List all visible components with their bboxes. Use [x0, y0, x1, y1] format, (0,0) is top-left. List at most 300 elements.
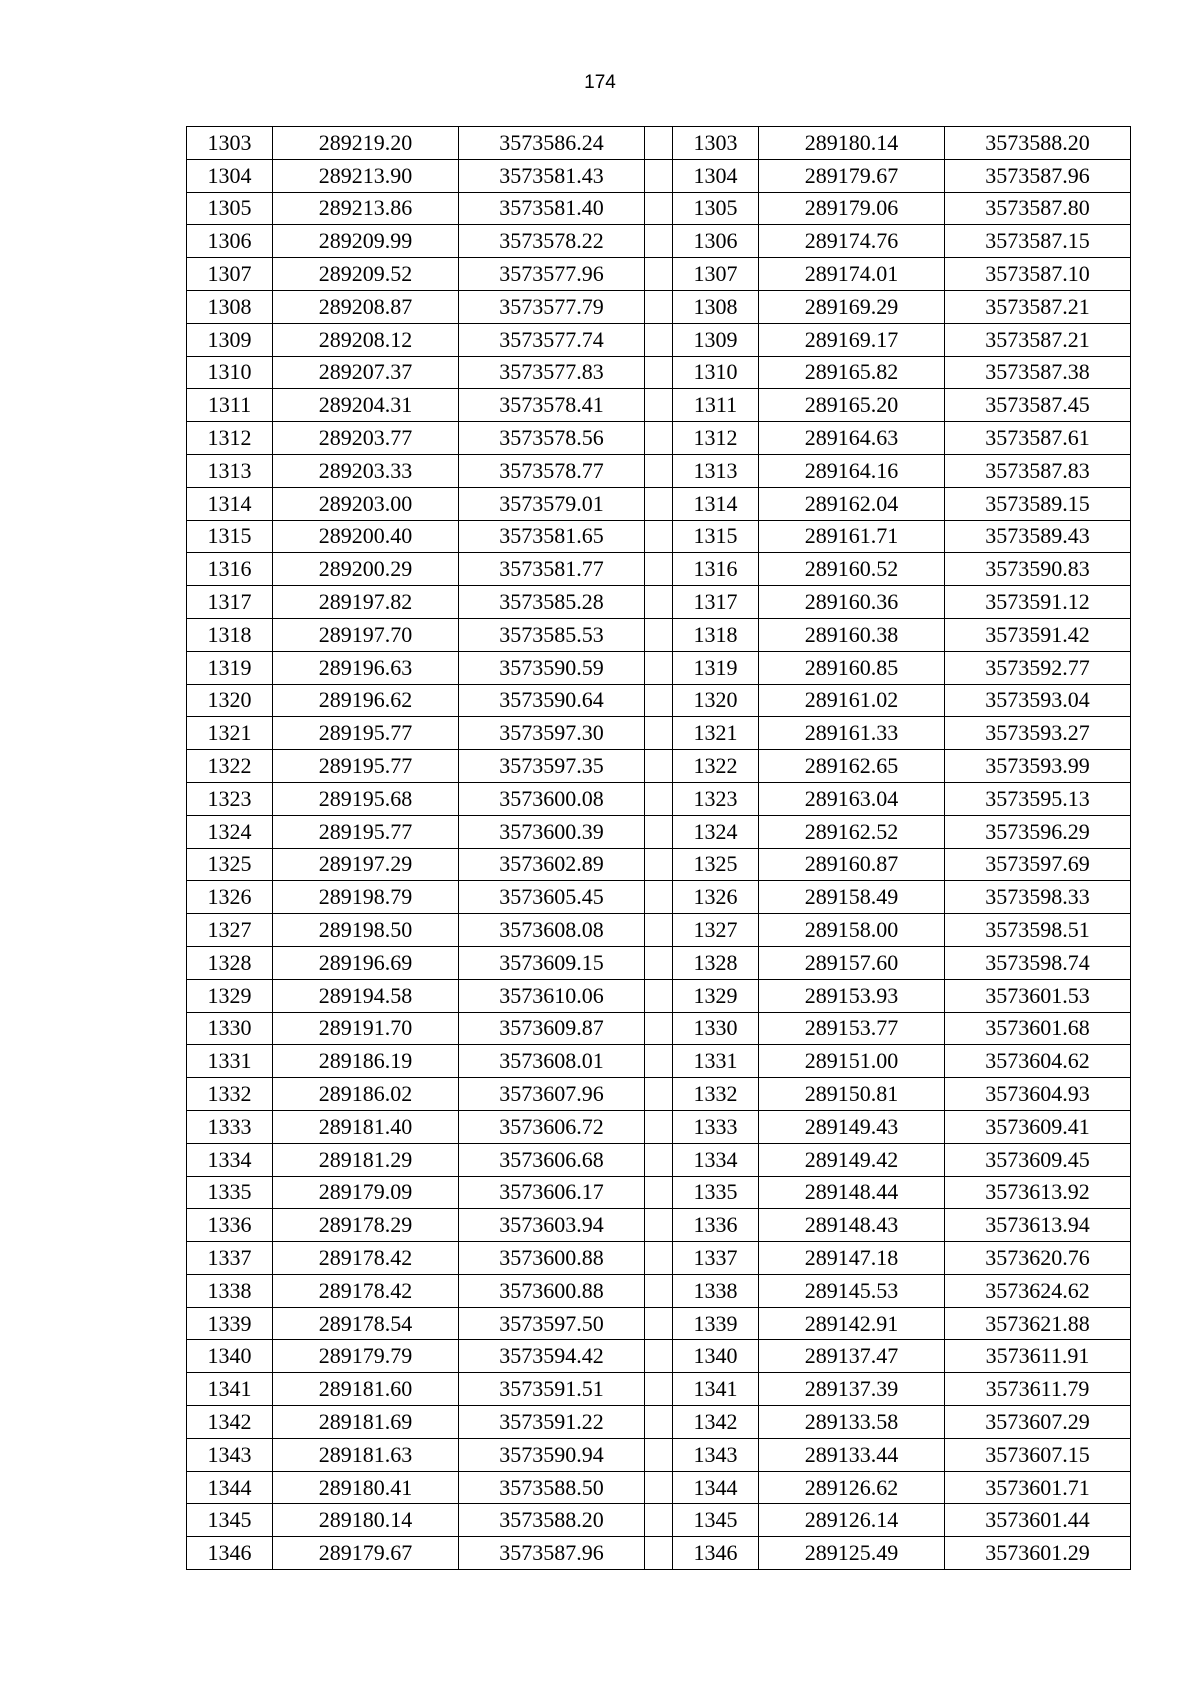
left-y-coordinate-cell: 3573608.01	[459, 1045, 645, 1078]
left-y-coordinate-cell: 3573578.77	[459, 454, 645, 487]
left-point-id-cell: 1324	[187, 815, 273, 848]
spacer-cell	[645, 1078, 673, 1111]
left-x-coordinate-cell: 289186.19	[273, 1045, 459, 1078]
left-x-coordinate-cell: 289209.99	[273, 225, 459, 258]
right-y-coordinate-cell: 3573587.21	[945, 323, 1131, 356]
spacer-cell	[645, 717, 673, 750]
left-point-id-cell: 1311	[187, 389, 273, 422]
left-y-coordinate-cell: 3573597.50	[459, 1307, 645, 1340]
left-x-coordinate-cell: 289198.79	[273, 881, 459, 914]
right-point-id-cell: 1336	[673, 1209, 759, 1242]
left-point-id-cell: 1342	[187, 1406, 273, 1439]
right-point-id-cell: 1346	[673, 1537, 759, 1570]
left-point-id-cell: 1312	[187, 422, 273, 455]
left-y-coordinate-cell: 3573600.39	[459, 815, 645, 848]
left-x-coordinate-cell: 289181.29	[273, 1143, 459, 1176]
spacer-cell	[645, 192, 673, 225]
spacer-cell	[645, 389, 673, 422]
left-point-id-cell: 1325	[187, 848, 273, 881]
spacer-cell	[645, 618, 673, 651]
table-row	[187, 1438, 1131, 1471]
table-row	[187, 979, 1131, 1012]
right-y-coordinate-cell: 3573598.33	[945, 881, 1131, 914]
right-x-coordinate-cell: 289126.62	[759, 1471, 945, 1504]
table-row	[187, 1307, 1131, 1340]
right-x-coordinate-cell: 289174.76	[759, 225, 945, 258]
table-row	[187, 586, 1131, 619]
table-row	[187, 520, 1131, 553]
left-y-coordinate-cell: 3573591.22	[459, 1406, 645, 1439]
right-y-coordinate-cell: 3573593.04	[945, 684, 1131, 717]
right-y-coordinate-cell: 3573613.92	[945, 1176, 1131, 1209]
spacer-cell	[645, 1504, 673, 1537]
right-x-coordinate-cell: 289162.65	[759, 750, 945, 783]
right-x-coordinate-cell: 289137.47	[759, 1340, 945, 1373]
spacer-cell	[645, 586, 673, 619]
left-x-coordinate-cell: 289203.00	[273, 487, 459, 520]
right-x-coordinate-cell: 289148.43	[759, 1209, 945, 1242]
left-x-coordinate-cell: 289180.14	[273, 1504, 459, 1537]
right-y-coordinate-cell: 3573609.41	[945, 1110, 1131, 1143]
right-point-id-cell: 1339	[673, 1307, 759, 1340]
right-y-coordinate-cell: 3573601.71	[945, 1471, 1131, 1504]
left-point-id-cell: 1320	[187, 684, 273, 717]
table-row	[187, 1471, 1131, 1504]
right-x-coordinate-cell: 289164.16	[759, 454, 945, 487]
left-point-id-cell: 1336	[187, 1209, 273, 1242]
spacer-cell	[645, 979, 673, 1012]
right-point-id-cell: 1305	[673, 192, 759, 225]
right-y-coordinate-cell: 3573587.15	[945, 225, 1131, 258]
left-point-id-cell: 1319	[187, 651, 273, 684]
spacer-cell	[645, 1110, 673, 1143]
table-row	[187, 782, 1131, 815]
right-x-coordinate-cell: 289160.85	[759, 651, 945, 684]
table-row	[187, 1110, 1131, 1143]
left-point-id-cell: 1345	[187, 1504, 273, 1537]
right-x-coordinate-cell: 289149.43	[759, 1110, 945, 1143]
right-y-coordinate-cell: 3573587.38	[945, 356, 1131, 389]
right-x-coordinate-cell: 289165.20	[759, 389, 945, 422]
right-y-coordinate-cell: 3573589.43	[945, 520, 1131, 553]
table-row	[187, 1340, 1131, 1373]
right-y-coordinate-cell: 3573604.62	[945, 1045, 1131, 1078]
spacer-cell	[645, 127, 673, 160]
spacer-cell	[645, 422, 673, 455]
table-row	[187, 389, 1131, 422]
left-point-id-cell: 1315	[187, 520, 273, 553]
left-y-coordinate-cell: 3573608.08	[459, 914, 645, 947]
left-x-coordinate-cell: 289195.68	[273, 782, 459, 815]
left-y-coordinate-cell: 3573600.08	[459, 782, 645, 815]
left-x-coordinate-cell: 289197.70	[273, 618, 459, 651]
left-point-id-cell: 1332	[187, 1078, 273, 1111]
spacer-cell	[645, 914, 673, 947]
right-y-coordinate-cell: 3573591.12	[945, 586, 1131, 619]
left-point-id-cell: 1341	[187, 1373, 273, 1406]
right-x-coordinate-cell: 289157.60	[759, 946, 945, 979]
spacer-cell	[645, 520, 673, 553]
right-point-id-cell: 1308	[673, 290, 759, 323]
spacer-cell	[645, 323, 673, 356]
right-y-coordinate-cell: 3573589.15	[945, 487, 1131, 520]
left-point-id-cell: 1306	[187, 225, 273, 258]
left-y-coordinate-cell: 3573606.17	[459, 1176, 645, 1209]
left-point-id-cell: 1303	[187, 127, 273, 160]
table-row	[187, 1242, 1131, 1275]
spacer-cell	[645, 1537, 673, 1570]
right-point-id-cell: 1340	[673, 1340, 759, 1373]
table-row	[187, 651, 1131, 684]
right-x-coordinate-cell: 289137.39	[759, 1373, 945, 1406]
left-x-coordinate-cell: 289200.29	[273, 553, 459, 586]
right-point-id-cell: 1327	[673, 914, 759, 947]
right-point-id-cell: 1306	[673, 225, 759, 258]
right-y-coordinate-cell: 3573598.74	[945, 946, 1131, 979]
spacer-cell	[645, 258, 673, 291]
left-x-coordinate-cell: 289178.42	[273, 1274, 459, 1307]
table-row	[187, 454, 1131, 487]
left-y-coordinate-cell: 3573578.41	[459, 389, 645, 422]
right-y-coordinate-cell: 3573597.69	[945, 848, 1131, 881]
left-y-coordinate-cell: 3573606.68	[459, 1143, 645, 1176]
right-x-coordinate-cell: 289142.91	[759, 1307, 945, 1340]
left-x-coordinate-cell: 289178.29	[273, 1209, 459, 1242]
left-point-id-cell: 1321	[187, 717, 273, 750]
table-row	[187, 487, 1131, 520]
right-point-id-cell: 1343	[673, 1438, 759, 1471]
left-x-coordinate-cell: 289200.40	[273, 520, 459, 553]
left-point-id-cell: 1309	[187, 323, 273, 356]
right-point-id-cell: 1325	[673, 848, 759, 881]
right-y-coordinate-cell: 3573609.45	[945, 1143, 1131, 1176]
right-point-id-cell: 1333	[673, 1110, 759, 1143]
table-row	[187, 618, 1131, 651]
right-y-coordinate-cell: 3573587.83	[945, 454, 1131, 487]
right-y-coordinate-cell: 3573607.15	[945, 1438, 1131, 1471]
left-y-coordinate-cell: 3573607.96	[459, 1078, 645, 1111]
right-point-id-cell: 1323	[673, 782, 759, 815]
right-x-coordinate-cell: 289150.81	[759, 1078, 945, 1111]
right-y-coordinate-cell: 3573601.68	[945, 1012, 1131, 1045]
left-x-coordinate-cell: 289208.12	[273, 323, 459, 356]
right-x-coordinate-cell: 289160.38	[759, 618, 945, 651]
left-point-id-cell: 1344	[187, 1471, 273, 1504]
right-x-coordinate-cell: 289163.04	[759, 782, 945, 815]
left-point-id-cell: 1326	[187, 881, 273, 914]
right-point-id-cell: 1330	[673, 1012, 759, 1045]
spacer-cell	[645, 553, 673, 586]
right-x-coordinate-cell: 289180.14	[759, 127, 945, 160]
left-point-id-cell: 1310	[187, 356, 273, 389]
right-y-coordinate-cell: 3573593.27	[945, 717, 1131, 750]
right-x-coordinate-cell: 289153.77	[759, 1012, 945, 1045]
right-point-id-cell: 1317	[673, 586, 759, 619]
left-y-coordinate-cell: 3573577.96	[459, 258, 645, 291]
left-x-coordinate-cell: 289194.58	[273, 979, 459, 1012]
table-row	[187, 225, 1131, 258]
left-y-coordinate-cell: 3573597.35	[459, 750, 645, 783]
right-x-coordinate-cell: 289145.53	[759, 1274, 945, 1307]
left-x-coordinate-cell: 289181.60	[273, 1373, 459, 1406]
spacer-cell	[645, 1373, 673, 1406]
left-x-coordinate-cell: 289181.63	[273, 1438, 459, 1471]
right-point-id-cell: 1324	[673, 815, 759, 848]
left-point-id-cell: 1338	[187, 1274, 273, 1307]
right-x-coordinate-cell: 289161.02	[759, 684, 945, 717]
spacer-cell	[645, 684, 673, 717]
left-point-id-cell: 1308	[187, 290, 273, 323]
right-y-coordinate-cell: 3573621.88	[945, 1307, 1131, 1340]
spacer-cell	[645, 1307, 673, 1340]
left-y-coordinate-cell: 3573609.87	[459, 1012, 645, 1045]
spacer-cell	[645, 1176, 673, 1209]
right-y-coordinate-cell: 3573592.77	[945, 651, 1131, 684]
right-x-coordinate-cell: 289147.18	[759, 1242, 945, 1275]
left-x-coordinate-cell: 289178.42	[273, 1242, 459, 1275]
left-x-coordinate-cell: 289178.54	[273, 1307, 459, 1340]
right-point-id-cell: 1337	[673, 1242, 759, 1275]
spacer-cell	[645, 848, 673, 881]
left-x-coordinate-cell: 289213.90	[273, 159, 459, 192]
left-point-id-cell: 1330	[187, 1012, 273, 1045]
left-point-id-cell: 1322	[187, 750, 273, 783]
left-point-id-cell: 1327	[187, 914, 273, 947]
right-y-coordinate-cell: 3573601.53	[945, 979, 1131, 1012]
right-point-id-cell: 1334	[673, 1143, 759, 1176]
right-point-id-cell: 1331	[673, 1045, 759, 1078]
left-x-coordinate-cell: 289213.86	[273, 192, 459, 225]
right-y-coordinate-cell: 3573590.83	[945, 553, 1131, 586]
spacer-cell	[645, 1471, 673, 1504]
left-y-coordinate-cell: 3573585.53	[459, 618, 645, 651]
left-point-id-cell: 1314	[187, 487, 273, 520]
left-x-coordinate-cell: 289181.40	[273, 1110, 459, 1143]
spacer-cell	[645, 290, 673, 323]
left-point-id-cell: 1340	[187, 1340, 273, 1373]
left-point-id-cell: 1329	[187, 979, 273, 1012]
right-x-coordinate-cell: 289148.44	[759, 1176, 945, 1209]
right-x-coordinate-cell: 289149.42	[759, 1143, 945, 1176]
right-x-coordinate-cell: 289179.06	[759, 192, 945, 225]
left-y-coordinate-cell: 3573581.43	[459, 159, 645, 192]
left-y-coordinate-cell: 3573587.96	[459, 1537, 645, 1570]
left-y-coordinate-cell: 3573590.64	[459, 684, 645, 717]
right-x-coordinate-cell: 289160.87	[759, 848, 945, 881]
spacer-cell	[645, 1012, 673, 1045]
right-point-id-cell: 1341	[673, 1373, 759, 1406]
left-x-coordinate-cell: 289203.33	[273, 454, 459, 487]
right-x-coordinate-cell: 289164.63	[759, 422, 945, 455]
spacer-cell	[645, 159, 673, 192]
table-row	[187, 750, 1131, 783]
left-x-coordinate-cell: 289197.29	[273, 848, 459, 881]
left-x-coordinate-cell: 289197.82	[273, 586, 459, 619]
right-point-id-cell: 1332	[673, 1078, 759, 1111]
left-y-coordinate-cell: 3573609.15	[459, 946, 645, 979]
left-point-id-cell: 1318	[187, 618, 273, 651]
left-y-coordinate-cell: 3573603.94	[459, 1209, 645, 1242]
left-x-coordinate-cell: 289195.77	[273, 717, 459, 750]
left-point-id-cell: 1316	[187, 553, 273, 586]
right-point-id-cell: 1328	[673, 946, 759, 979]
right-point-id-cell: 1310	[673, 356, 759, 389]
table-row	[187, 1406, 1131, 1439]
page-number: 174	[584, 72, 616, 93]
table-row	[187, 1209, 1131, 1242]
table-row	[187, 717, 1131, 750]
table-row	[187, 815, 1131, 848]
spacer-cell	[645, 782, 673, 815]
left-y-coordinate-cell: 3573577.79	[459, 290, 645, 323]
left-y-coordinate-cell: 3573586.24	[459, 127, 645, 160]
right-point-id-cell: 1321	[673, 717, 759, 750]
left-point-id-cell: 1313	[187, 454, 273, 487]
table-row	[187, 192, 1131, 225]
right-y-coordinate-cell: 3573595.13	[945, 782, 1131, 815]
right-y-coordinate-cell: 3573587.80	[945, 192, 1131, 225]
left-point-id-cell: 1328	[187, 946, 273, 979]
right-point-id-cell: 1338	[673, 1274, 759, 1307]
right-x-coordinate-cell: 289153.93	[759, 979, 945, 1012]
left-x-coordinate-cell: 289179.79	[273, 1340, 459, 1373]
right-y-coordinate-cell: 3573601.44	[945, 1504, 1131, 1537]
spacer-cell	[645, 1340, 673, 1373]
left-y-coordinate-cell: 3573597.30	[459, 717, 645, 750]
right-y-coordinate-cell: 3573593.99	[945, 750, 1131, 783]
right-x-coordinate-cell: 289158.49	[759, 881, 945, 914]
left-point-id-cell: 1334	[187, 1143, 273, 1176]
coordinates-table-body	[187, 127, 1131, 1570]
left-y-coordinate-cell: 3573594.42	[459, 1340, 645, 1373]
right-x-coordinate-cell: 289179.67	[759, 159, 945, 192]
left-y-coordinate-cell: 3573610.06	[459, 979, 645, 1012]
left-point-id-cell: 1317	[187, 586, 273, 619]
table-row	[187, 1504, 1131, 1537]
right-point-id-cell: 1326	[673, 881, 759, 914]
table-row	[187, 1078, 1131, 1111]
table-row	[187, 1176, 1131, 1209]
left-point-id-cell: 1333	[187, 1110, 273, 1143]
left-y-coordinate-cell: 3573577.74	[459, 323, 645, 356]
right-point-id-cell: 1312	[673, 422, 759, 455]
right-point-id-cell: 1304	[673, 159, 759, 192]
right-point-id-cell: 1316	[673, 553, 759, 586]
left-x-coordinate-cell: 289209.52	[273, 258, 459, 291]
right-y-coordinate-cell: 3573587.61	[945, 422, 1131, 455]
right-point-id-cell: 1320	[673, 684, 759, 717]
right-y-coordinate-cell: 3573596.29	[945, 815, 1131, 848]
right-point-id-cell: 1311	[673, 389, 759, 422]
right-y-coordinate-cell: 3573613.94	[945, 1209, 1131, 1242]
right-y-coordinate-cell: 3573587.21	[945, 290, 1131, 323]
left-y-coordinate-cell: 3573591.51	[459, 1373, 645, 1406]
spacer-cell	[645, 1209, 673, 1242]
right-y-coordinate-cell: 3573587.10	[945, 258, 1131, 291]
spacer-cell	[645, 487, 673, 520]
right-y-coordinate-cell: 3573604.93	[945, 1078, 1131, 1111]
right-y-coordinate-cell: 3573601.29	[945, 1537, 1131, 1570]
right-x-coordinate-cell: 289169.17	[759, 323, 945, 356]
table-row	[187, 127, 1131, 160]
left-y-coordinate-cell: 3573588.20	[459, 1504, 645, 1537]
right-point-id-cell: 1314	[673, 487, 759, 520]
left-y-coordinate-cell: 3573588.50	[459, 1471, 645, 1504]
left-x-coordinate-cell: 289203.77	[273, 422, 459, 455]
right-point-id-cell: 1335	[673, 1176, 759, 1209]
right-y-coordinate-cell: 3573588.20	[945, 127, 1131, 160]
left-y-coordinate-cell: 3573577.83	[459, 356, 645, 389]
left-x-coordinate-cell: 289196.63	[273, 651, 459, 684]
left-point-id-cell: 1331	[187, 1045, 273, 1078]
right-x-coordinate-cell: 289161.71	[759, 520, 945, 553]
left-x-coordinate-cell: 289196.69	[273, 946, 459, 979]
left-x-coordinate-cell: 289179.67	[273, 1537, 459, 1570]
left-y-coordinate-cell: 3573602.89	[459, 848, 645, 881]
table-row	[187, 881, 1131, 914]
table-row	[187, 290, 1131, 323]
left-y-coordinate-cell: 3573581.77	[459, 553, 645, 586]
right-point-id-cell: 1307	[673, 258, 759, 291]
left-point-id-cell: 1343	[187, 1438, 273, 1471]
right-x-coordinate-cell: 289133.58	[759, 1406, 945, 1439]
right-x-coordinate-cell: 289160.52	[759, 553, 945, 586]
right-x-coordinate-cell: 289126.14	[759, 1504, 945, 1537]
coordinates-table	[186, 126, 1131, 1570]
table-row	[187, 946, 1131, 979]
spacer-cell	[645, 356, 673, 389]
spacer-cell	[645, 1438, 673, 1471]
right-y-coordinate-cell: 3573611.91	[945, 1340, 1131, 1373]
right-x-coordinate-cell: 289125.49	[759, 1537, 945, 1570]
right-point-id-cell: 1315	[673, 520, 759, 553]
left-y-coordinate-cell: 3573578.22	[459, 225, 645, 258]
spacer-cell	[645, 1045, 673, 1078]
table-row	[187, 422, 1131, 455]
right-point-id-cell: 1344	[673, 1471, 759, 1504]
left-y-coordinate-cell: 3573578.56	[459, 422, 645, 455]
left-x-coordinate-cell: 289204.31	[273, 389, 459, 422]
table-row	[187, 159, 1131, 192]
right-x-coordinate-cell: 289165.82	[759, 356, 945, 389]
left-x-coordinate-cell: 289195.77	[273, 750, 459, 783]
spacer-cell	[645, 1406, 673, 1439]
table-row	[187, 553, 1131, 586]
left-y-coordinate-cell: 3573605.45	[459, 881, 645, 914]
right-point-id-cell: 1322	[673, 750, 759, 783]
right-point-id-cell: 1345	[673, 1504, 759, 1537]
left-point-id-cell: 1337	[187, 1242, 273, 1275]
right-point-id-cell: 1318	[673, 618, 759, 651]
left-y-coordinate-cell: 3573581.40	[459, 192, 645, 225]
left-point-id-cell: 1305	[187, 192, 273, 225]
spacer-cell	[645, 454, 673, 487]
right-x-coordinate-cell: 289160.36	[759, 586, 945, 619]
left-x-coordinate-cell: 289191.70	[273, 1012, 459, 1045]
table-row	[187, 1045, 1131, 1078]
table-row	[187, 848, 1131, 881]
left-x-coordinate-cell: 289208.87	[273, 290, 459, 323]
table-row	[187, 1373, 1131, 1406]
right-point-id-cell: 1313	[673, 454, 759, 487]
right-point-id-cell: 1319	[673, 651, 759, 684]
left-point-id-cell: 1323	[187, 782, 273, 815]
right-point-id-cell: 1309	[673, 323, 759, 356]
left-point-id-cell: 1307	[187, 258, 273, 291]
left-y-coordinate-cell: 3573606.72	[459, 1110, 645, 1143]
spacer-cell	[645, 750, 673, 783]
spacer-cell	[645, 815, 673, 848]
